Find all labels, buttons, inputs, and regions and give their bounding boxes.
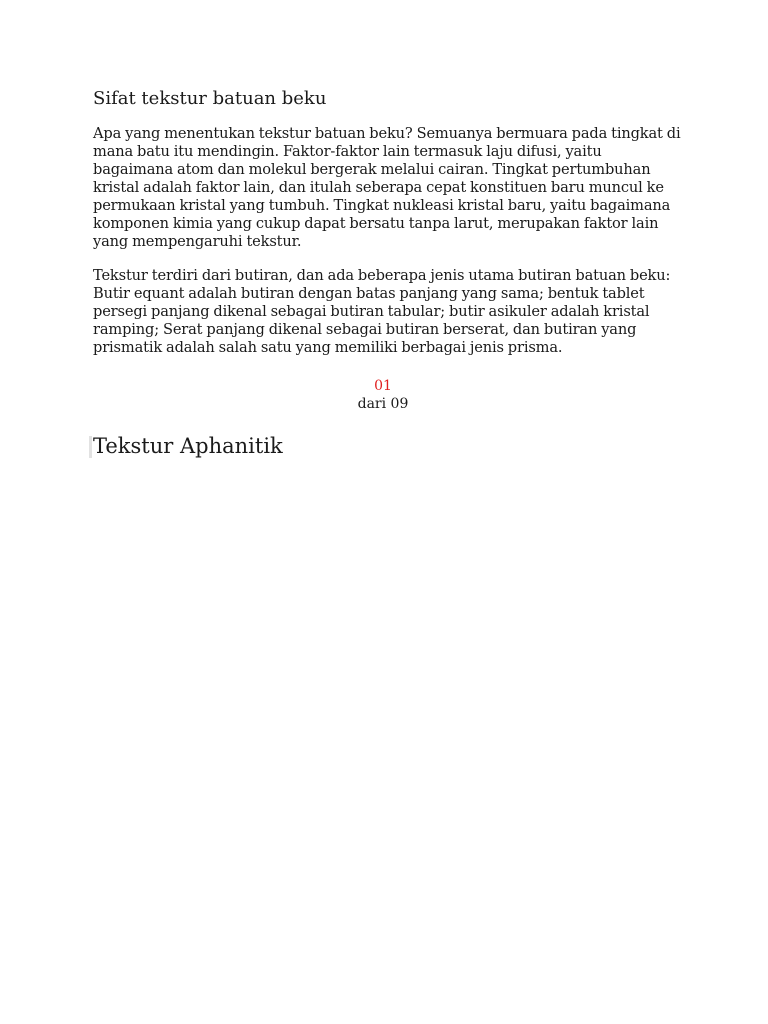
next-section-heading: Tekstur Aphanitik	[93, 434, 283, 458]
page-current: 01	[374, 378, 392, 394]
page-indicator	[93, 377, 673, 413]
next-section-heading-block	[93, 433, 683, 459]
page-total: dari 09	[357, 396, 409, 412]
paragraph-2: Tekstur terdiri dari butiran, dan ada beberapa jenis utama butiran batuan beku: Butir equant adalah butiran dengan batas panjang yang sama; bentuk tablet persegi panjang dikenal sebagai butiran tabular; butir asikuler adalah kristal ramping; Serat panjang dikenal sebagai butiran berserat, dan butiran yang prismatik adalah salah satu yang memiliki berbagai jenis prisma.	[93, 267, 671, 356]
paragraph-1: Apa yang menentukan tekstur batuan beku? Semuanya bermuara pada tingkat di mana batu itu mendingin. Faktor-faktor lain termasuk laju difusi, yaitu bagaimana atom dan molekul bergerak melalui cairan. Tingkat pertumbuhan kristal adalah faktor lain, dan itulah seberapa cepat konstituen baru muncul ke permukaan kristal yang tumbuh. Tingkat nukleasi kristal baru, yaitu bagaimana komponen kimia yang cukup dapat bersatu tanpa larut, merupakan faktor lain yang mempengaruhi tekstur.	[93, 125, 681, 250]
heading-accent-bar	[89, 436, 92, 458]
section-title: Sifat tekstur batuan beku	[93, 88, 327, 109]
document-page	[93, 87, 683, 459]
